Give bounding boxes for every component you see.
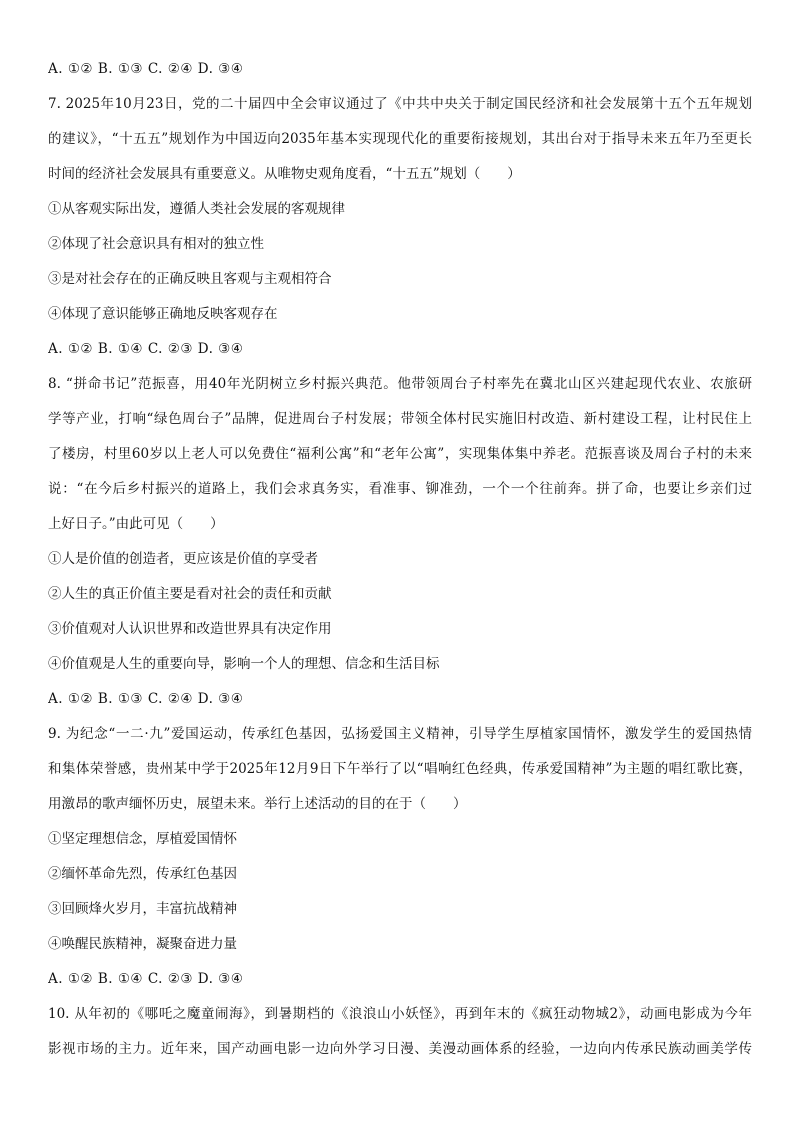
exam-page [48, 52, 752, 1067]
q8-stem-line-1: 8. “拼命书记”范振喜，用40年光阴树立乡村振兴典范。他带领周台子村率先在冀北山区兴建起现代农业、农旅研 [48, 376, 752, 392]
q8-option-4: ④价值观是人生的重要向导，影响一个人的理想、信念和生活目标 [48, 656, 440, 672]
q9-stem-line-2: 和集体荣誉感，贵州某中学于2025年12月9日下午举行了以“唱响红色经典，传承爱国精神”为主题的唱红歌比赛， [48, 761, 752, 777]
q7-option-3: ③是对社会存在的正确反映且客观与主观相符合 [48, 271, 332, 287]
question-8 [48, 367, 752, 717]
q9-option-2: ②缅怀革命先烈，传承红色基因 [48, 866, 237, 882]
question-10 [48, 997, 752, 1067]
q8-stem-line-5: 上好日子。”由此可见（ ） [48, 516, 224, 532]
q9-option-3: ③回顾烽火岁月，丰富抗战精神 [48, 901, 237, 917]
q9-option-4: ④唤醒民族精神，凝聚奋进力量 [48, 936, 237, 952]
q9-stem-line-3: 用激昂的歌声缅怀历史，展望未来。举行上述活动的目的在于（ ） [48, 796, 467, 812]
q7-answer-choices: A. ①② B. ①④ C. ②③ D. ③④ [48, 341, 244, 357]
q9-answer-choices: A. ①② B. ①④ C. ②③ D. ③④ [48, 971, 244, 987]
question-9 [48, 717, 752, 997]
q7-stem-line-1: 7. 2025年10月23日，党的二十届四中全会审议通过了《中共中央关于制定国民经济和社会发展第十五个五年规划 [48, 96, 752, 112]
q8-stem-line-2: 学等产业，打响“绿色周台子”品牌，促进周台子村发展；带领全体村民实施旧村改造、新村建设工程，让村民住上 [48, 411, 752, 427]
q8-option-2: ②人生的真正价值主要是看对社会的责任和贡献 [48, 586, 332, 602]
q9-option-1: ①坚定理想信念，厚植爱国情怀 [48, 831, 237, 847]
q10-stem-line-1: 10. 从年初的《哪吒之魔童闹海》，到暑期档的《浪浪山小妖怪》，再到年末的《疯狂动物城2》，动画电影成为今年 [48, 1006, 752, 1022]
q9-stem-line-1: 9. 为纪念“一二·九”爱国运动，传承红色基因，弘扬爱国主义精神，引导学生厚植家国情怀，激发学生的爱国热情 [48, 726, 752, 742]
q7-stem-line-3: 时间的经济社会发展具有重要意义。从唯物史观角度看，“十五五”规划（ ） [48, 166, 521, 182]
q8-option-1: ①人是价值的创造者，更应该是价值的享受者 [48, 551, 318, 567]
q7-option-2: ②体现了社会意识具有相对的独立性 [48, 236, 264, 252]
q8-option-3: ③价值观对人认识世界和改造世界具有决定作用 [48, 621, 332, 637]
q7-stem-line-2: 的建议》，“十五五”规划作为中国迈向2035年基本实现现代化的重要衔接规划，其出台对于指导未来五年乃至更长 [48, 131, 752, 147]
q7-option-4: ④体现了意识能够正确地反映客观存在 [48, 306, 278, 322]
q8-stem-line-4: 说：“在今后乡村振兴的道路上，我们会求真务实，看准事、铆准劲，一个一个往前奔。拼了命，也要让乡亲们过 [48, 481, 752, 497]
q6-answer-choices: A. ①② B. ①③ C. ②④ D. ③④ [48, 61, 244, 77]
question-7 [48, 87, 752, 367]
q10-stem-line-2: 影视市场的主力。近年来，国产动画电影一边向外学习日漫、美漫动画体系的经验，一边向内传承民族动画美学传 [48, 1041, 752, 1057]
q8-stem-line-3: 了楼房，村里60岁以上老人可以免费住“福利公寓”和“老年公寓”，实现集体集中养老。范振喜谈及周台子村的未来 [48, 446, 752, 462]
q8-answer-choices: A. ①② B. ①③ C. ②④ D. ③④ [48, 691, 244, 707]
q7-option-1: ①从客观实际出发，遵循人类社会发展的客观规律 [48, 201, 345, 217]
